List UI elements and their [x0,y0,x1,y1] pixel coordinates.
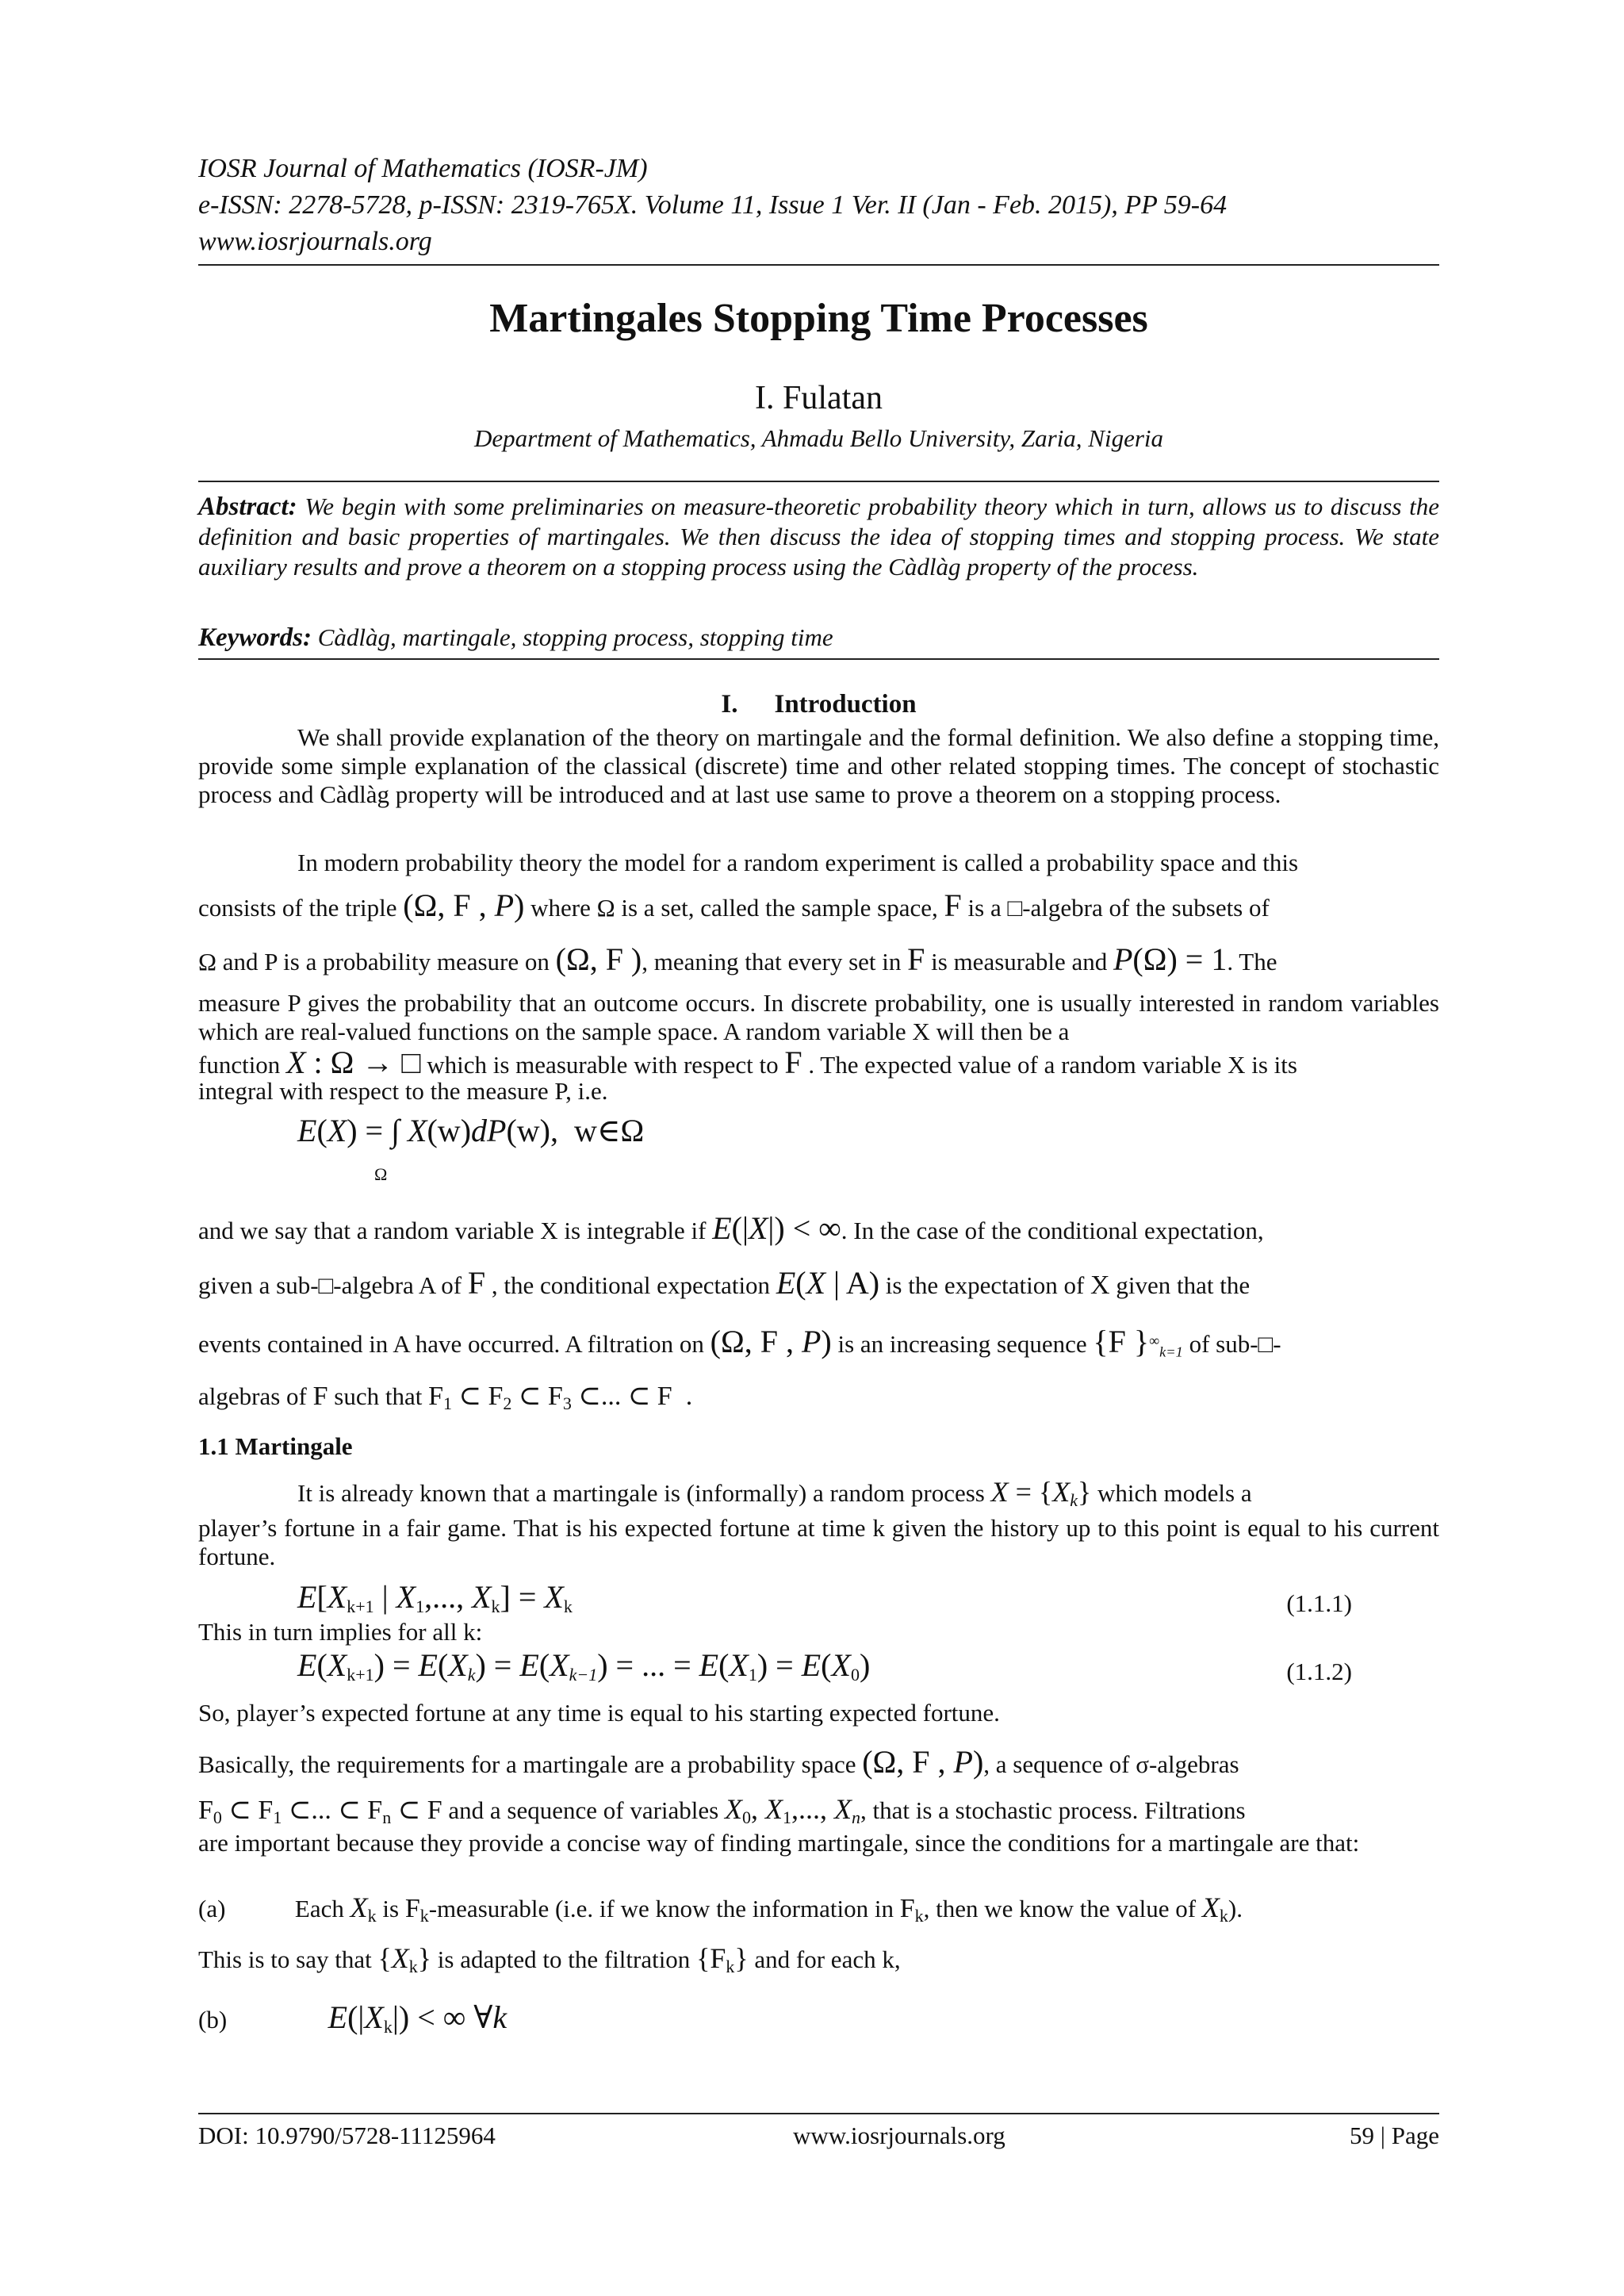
footer-rule [198,2113,1439,2114]
intro-paragraph-1: We shall provide explanation of the theory on martingale and the formal definition. We also define a stopping time, provide some simple explanation of the classical (discrete) time and other related stopping times. The concept of stochastic process and Càdlàg property will be introduced and at last use same to prove a theorem on a stopping process. [198,723,1439,808]
text-fragment: Basically, the requirements for a martingale are a probability space [198,1750,856,1778]
filtrations-paragraph: are important because they provide a concise way of finding martingale, since the conditions for a martingale are that: [198,1829,1360,1857]
math-measurable-space: (Ω, F ) [555,941,642,977]
condition-b-line [198,1999,1439,2037]
subsection-title: 1.1 Martingale [198,1432,353,1460]
text-fragment: and we say that a random variable X is integrable if [198,1217,707,1244]
expected-fortune-line: So, player’s expected fortune at any time is equal to his starting expected fortune. [198,1699,1000,1727]
math-Fk: $F_k$ [404,1894,429,1926]
abstract-text: We begin with some preliminaries on measure-theoretic probability theory which in turn, allows us to discuss the definition and basic properties of martingales. We then discuss the idea of stopping times and stopping process. We state auxiliary results and prove a theorem on a stopping process using the Càdlàg property of the process. [198,493,1440,581]
text-fragment: function [198,1051,281,1079]
missing-glyph-icon: □ [1007,894,1023,922]
implies-line: This in turn implies for all k: [198,1618,483,1646]
text-fragment: is [382,1895,400,1922]
math-Fk: $F_k$ [899,1894,924,1926]
integral-intro-line: integral with respect to the measure P, i.e. [198,1077,608,1105]
condition-b-label: (b) [198,2006,228,2033]
abstract [198,492,1439,582]
text-fragment: is a [967,894,1002,922]
math-integrable: E(|X|) < ∞ [712,1210,841,1246]
text-fragment: algebras of [198,1382,307,1410]
text-fragment: which models a [1097,1479,1252,1507]
martingale-definition-body: player’s fortune in a fair game. That is his expected fortune at time k given the history up to this point is equal to his current fortune. [198,1514,1439,1570]
math-filtration-chain: $F_1$ ⊂ $F_2$ ⊂ $F_3$ ⊂... ⊂ F . [428,1382,693,1413]
filtration-line [198,1323,1439,1360]
intro-paragraph-2-line-3 [198,941,1439,978]
text-fragment: given that the [1116,1271,1251,1299]
keywords-text: Càdlàg, martingale, stopping process, stopping time [317,623,833,651]
text-fragment: such that [334,1382,423,1410]
text-fragment: . The [1227,948,1277,976]
sigma-algebras-line [198,1792,1439,1828]
text-fragment: It is already known that a martingale is (informally) a random process [297,1479,985,1507]
math-X: X [1090,1271,1110,1300]
footer-website: www.iosrjournals.org [793,2122,1005,2149]
text-fragment: Ω and P is a probability measure on [198,948,550,976]
math-Fk-set: $\{F_k\}$ [696,1942,749,1976]
math-triple: (Ω, F , P) [862,1744,984,1780]
math-filtration-sequence: {F }$^\infty_{k=1}$ [1093,1324,1183,1360]
math-P-omega: P(Ω) = 1 [1113,941,1228,977]
journal-issn: e-ISSN: 2278-5728, p-ISSN: 2319-765X. Volume 11, Issue 1 Ver. II (Jan - Feb. 2015), PP 59-64 [198,190,1228,220]
condition-a-label: (a) [198,1895,226,1922]
math-F: F [312,1382,328,1411]
text-fragment: ). [1228,1895,1243,1922]
text-fragment: - [1273,1330,1281,1358]
text-fragment: -measurable (i.e. if we know the information in [428,1895,894,1922]
math-F: F [907,941,925,977]
text-fragment: , the conditional expectation [491,1271,771,1299]
text-fragment: of sub- [1189,1330,1258,1358]
section-heading [198,690,1439,719]
text-fragment: is measurable and [931,948,1108,976]
missing-glyph-icon: □ [318,1271,334,1299]
paper-title: Martingales Stopping Time Processes [489,296,1148,341]
equation-number-1-1-1: (1.1.1) [1286,1589,1352,1617]
random-variable-line [198,1044,1439,1081]
math-variables: $X_0$, $X_1$,..., Xn [724,1793,860,1827]
intro-paragraph-2-line-1: In modern probability theory the model for a random experiment is called a probability space and this [297,849,1299,876]
text-fragment: which is measurable with respect to [427,1051,779,1079]
footer-doi: DOI: 10.9790/5728-11125964 [198,2122,496,2149]
equation-number-1-1-2: (1.1.2) [1286,1658,1352,1685]
martingale-definition-line [198,1475,1538,1511]
text-fragment: , meaning that every set in [642,948,902,976]
adapted-line [198,1941,1439,1977]
math-Xk: $X_k$ [1201,1892,1228,1926]
text-fragment: and for each k, [754,1945,901,1973]
text-fragment: , then we know the value of [923,1895,1197,1922]
math-F: F [467,1265,486,1301]
keywords [198,623,1439,653]
condition-a-line [198,1891,1439,1926]
keywords-label: Keywords: [198,623,312,652]
header-rule [198,264,1439,266]
missing-glyph-icon: □ [1258,1330,1274,1358]
intro-paragraph-2-body: measure P gives the probability that an outcome occurs. In discrete probability, one is usually interested in random variables which are real-valued functions on the sample space. A random variable X will then be a [198,989,1439,1045]
abstract-label: Abstract: [198,493,297,521]
conditional-expectation-line [198,1264,1439,1301]
math-Xk-set: $\{X_k\}$ [377,1942,432,1976]
journal-website: www.iosrjournals.org [198,227,432,256]
math-sigma-chain: $F_0$ ⊂ $F_1$ ⊂... ⊂ $F_n$ ⊂ F [198,1796,442,1827]
expectation-integral-equation: E(X) = ∫ X(w)dP(w), w∈Ω [297,1113,645,1148]
text-fragment: is an increasing sequence [837,1330,1087,1358]
math-process: X = {Xk} [990,1476,1092,1510]
text-fragment: consists of the triple [198,894,397,922]
section-title: Introduction [774,690,917,719]
math-mapping: X : Ω → □ [286,1045,421,1080]
integral-domain: Ω [374,1164,388,1184]
intro-paragraph-2-line-2 [198,887,1439,924]
text-fragment: is the expectation of [885,1271,1085,1299]
text-fragment: . The expected value of a random variable X is its [808,1051,1297,1079]
math-Xk: $X_k$ [350,1892,377,1926]
math-triple: (Ω, F , P) [403,887,525,923]
section-number: I. [721,690,738,719]
math-triple: (Ω, F , P) [710,1324,832,1359]
text-fragment: events contained in A have occurred. A filtration on [198,1330,704,1358]
journal-header [198,151,1439,260]
author-name: I. Fulatan [755,380,883,416]
integrable-line [198,1209,1439,1247]
abstract-rule-top [198,481,1439,482]
equation-1-1-2: $E(X_{k+1}) = E(Xk) = E(Xk-1)$ = ... = $E(X_1) = E(X_0)$ [297,1647,871,1685]
filtration-chain-line [198,1380,1439,1414]
text-fragment: given a sub- [198,1271,319,1299]
math-F: F [784,1045,802,1080]
footer-page-number: 59 | Page [1350,2122,1439,2149]
journal-name: IOSR Journal of Mathematics (IOSR-JM) [198,154,648,183]
keywords-rule [198,658,1439,660]
author-affiliation: Department of Mathematics, Ahmadu Bello University, Zaria, Nigeria [473,424,1164,452]
text-fragment: , a sequence of σ-algebras [983,1750,1239,1778]
text-fragment: is adapted to the filtration [437,1945,691,1973]
text-fragment: , that is a stochastic process. Filtrations [860,1796,1246,1824]
text-fragment: Each [294,1895,344,1922]
text-fragment: This is to say that [198,1945,372,1973]
math-F: F [944,887,962,923]
math-integrable-k: $E(|X_k|)$ < ∞ ∀k [327,1999,508,2037]
text-fragment: and a sequence of variables [448,1796,719,1824]
math-conditional: E(X | A) [776,1265,880,1301]
requirements-line [198,1743,1439,1780]
equation-1-1-1: $E[X_{k+1}$ | $X_1$,..., $X_k] = X_k$ [297,1579,573,1616]
text-fragment: where Ω is a set, called the sample space, [530,894,938,922]
text-fragment: -algebra of the subsets of [1022,894,1270,922]
text-fragment: . In the case of the conditional expectation, [841,1217,1264,1244]
text-fragment: -algebra A of [333,1271,462,1299]
